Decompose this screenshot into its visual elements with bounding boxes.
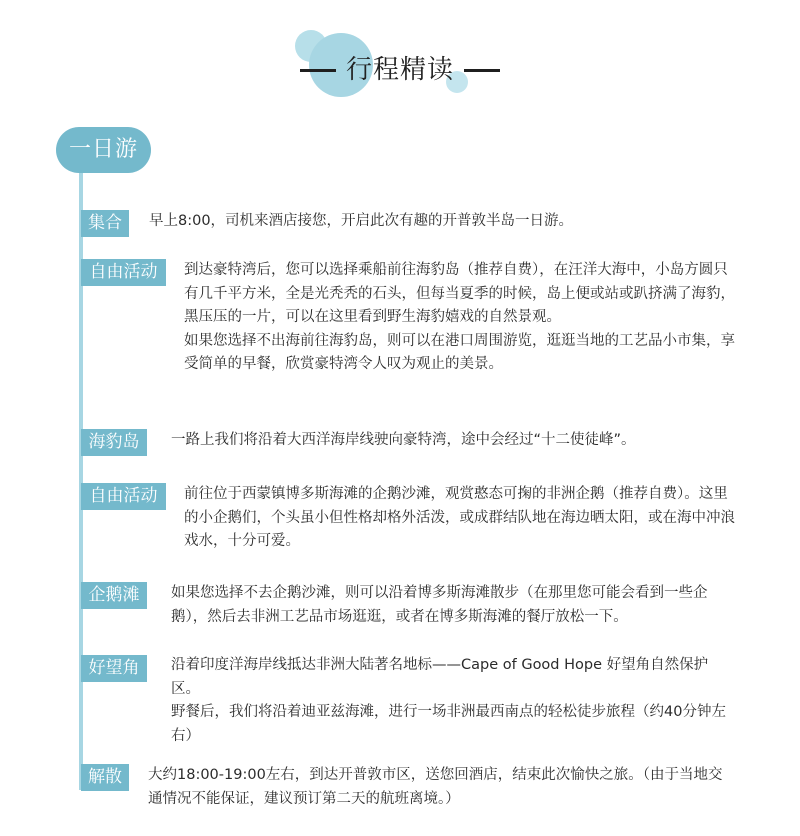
paragraph: 如果您选择不出海前往海豹岛，则可以在港口周围游览，逛逛当地的工艺品小市集，享受简单的早餐，欣赏豪特湾令人叹为观止的美景。 — [184, 332, 735, 372]
section-dismiss-text — [148, 764, 723, 811]
paragraph: 一路上我们将沿着大西洋海岸线驶向豪特湾，途中会经过“十二使徒峰”。 — [171, 432, 636, 448]
page-title: 行程精读 — [345, 55, 454, 85]
section-seal-island-text — [171, 429, 731, 453]
section-header — [300, 52, 500, 88]
timeline-line — [79, 150, 83, 790]
paragraph: 早上8:00，司机来酒店接您，开启此次有趣的开普敦半岛一日游。 — [149, 213, 574, 229]
paragraph: 沿着印度洋海岸线抵达非洲大陆著名地标——Cape of Good Hope 好望角自然保护区。 — [171, 657, 709, 697]
paragraph: 大约18:00-19:00左右，到达开普敦市区，送您回酒店，结束此次愉快之旅。（由于当地交通情况不能保证，建议预订第二天的航班离境。） — [148, 767, 723, 807]
tag-free-activity-2: 自由活动 — [81, 483, 166, 510]
tag-seal-island: 海豹岛 — [81, 429, 147, 456]
tag-free-activity-1: 自由活动 — [81, 259, 166, 286]
paragraph: 野餐后，我们将沿着迪亚兹海滩，进行一场非洲最西南点的轻松徒步旅程（约40分钟左右） — [171, 704, 726, 744]
paragraph: 如果您选择不去企鹅沙滩，则可以沿着博多斯海滩散步（在那里您可能会看到一些企鹅），然后去非洲工艺品市场逛逛，或者在博多斯海滩的餐厅放松一下。 — [171, 585, 708, 625]
section-penguin-beach-text — [171, 582, 731, 629]
section-gather-text — [149, 210, 759, 234]
paragraph: 到达豪特湾后，您可以选择乘船前往海豹岛（推荐自费），在汪洋大海中，小岛方圆只有几千平方米，全是光秃秃的石头，但每当夏季的时候，岛上便或站或趴挤满了海豹，黑压压的一片，可以在这里看到野生海豹嬉戏的自然景观。 — [184, 262, 735, 325]
tag-gather: 集合 — [81, 210, 129, 237]
title-rule-left — [300, 69, 336, 72]
tag-dismiss: 解散 — [81, 764, 129, 791]
tag-cape-of-good-hope: 好望角 — [81, 655, 147, 682]
title-rule-right — [464, 69, 500, 72]
section-free-activity-2-text — [184, 483, 736, 554]
tag-penguin-beach: 企鹅滩 — [81, 582, 147, 609]
section-cape-text — [171, 654, 731, 748]
section-free-activity-1-text — [184, 259, 736, 377]
day-label: 一日游 — [56, 127, 151, 173]
paragraph: 前往位于西蒙镇博多斯海滩的企鹅沙滩，观赏憨态可掬的非洲企鹅（推荐自费）。这里的小企鹅们，个头虽小但性格却格外活泼，或成群结队地在海边晒太阳，或在海中冲浪戏水，十分可爱。 — [184, 486, 735, 549]
